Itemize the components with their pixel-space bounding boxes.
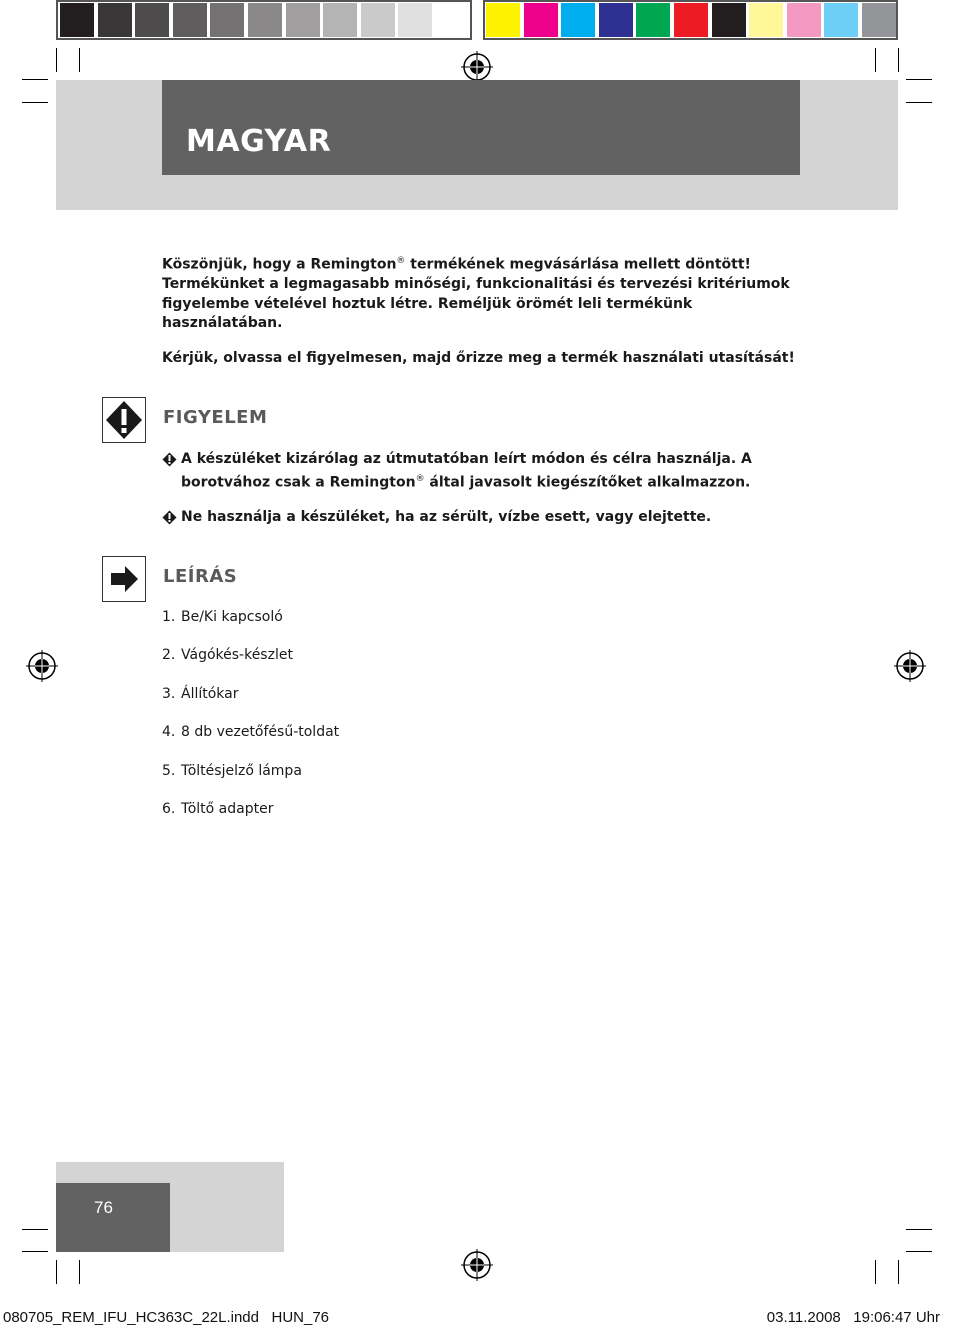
list-text: 8 db vezetőfésű-toldat bbox=[181, 724, 340, 740]
list-text: Be/Ki kapcsoló bbox=[181, 609, 283, 625]
page-number-box bbox=[56, 1183, 170, 1252]
gray-swatch bbox=[210, 3, 244, 37]
color-swatch bbox=[749, 3, 783, 37]
registration-mark-icon bbox=[26, 650, 58, 682]
warning-text: Ne használja a készüléket, ha az sérült, vízbe esett, vagy elejtette. bbox=[181, 509, 712, 525]
list-item bbox=[162, 609, 283, 625]
crop-mark bbox=[906, 1251, 932, 1252]
list-number: 3. bbox=[162, 686, 176, 702]
gray-swatch bbox=[173, 3, 207, 37]
list-item bbox=[162, 763, 302, 779]
color-swatch bbox=[636, 3, 670, 37]
gray-swatch bbox=[286, 3, 320, 37]
color-swatch bbox=[674, 3, 708, 37]
list-text: Állítókar bbox=[181, 686, 239, 702]
crop-mark bbox=[898, 1260, 899, 1284]
warning-text-cont: által javasolt kiegészítőket alkalmazzon. bbox=[424, 474, 751, 491]
page-title: MAGYAR bbox=[186, 124, 332, 159]
crop-mark bbox=[898, 48, 899, 72]
registered-mark: ® bbox=[415, 473, 425, 484]
crop-mark bbox=[875, 1260, 876, 1284]
crop-mark bbox=[56, 48, 57, 72]
color-swatch bbox=[712, 3, 746, 37]
gray-swatch bbox=[248, 3, 282, 37]
gray-swatch bbox=[60, 3, 94, 37]
list-text: Töltő adapter bbox=[181, 801, 274, 817]
list-number: 6. bbox=[162, 801, 176, 817]
crop-mark bbox=[22, 1229, 48, 1230]
intro-note: Kérjük, olvassa el figyelmesen, majd őrizze meg a termék használati utasítását! bbox=[162, 350, 795, 366]
crop-mark bbox=[56, 1260, 57, 1284]
color-swatch bbox=[787, 3, 821, 37]
arrow-right-icon bbox=[103, 557, 145, 601]
crop-mark bbox=[22, 1251, 48, 1252]
intro-text: Köszönjük, hogy a Remington bbox=[162, 256, 397, 273]
gray-swatch bbox=[361, 3, 395, 37]
registration-mark-icon bbox=[461, 1249, 493, 1281]
crop-mark bbox=[906, 1229, 932, 1230]
exclamation-icon bbox=[103, 398, 145, 442]
crop-mark bbox=[79, 1260, 80, 1284]
list-item bbox=[162, 686, 239, 702]
color-swatch bbox=[486, 3, 520, 37]
list-number: 1. bbox=[162, 609, 176, 625]
registration-mark-icon bbox=[894, 650, 926, 682]
crop-mark bbox=[22, 102, 48, 103]
warning-item bbox=[162, 508, 802, 528]
warning-bullet-icon bbox=[162, 452, 177, 467]
registration-mark-icon bbox=[461, 51, 493, 83]
color-swatch bbox=[561, 3, 595, 37]
color-swatch bbox=[599, 3, 633, 37]
color-swatch bbox=[824, 3, 858, 37]
list-text: Vágókés-készlet bbox=[181, 647, 293, 663]
list-item bbox=[162, 647, 293, 663]
gray-swatch bbox=[398, 3, 432, 37]
warning-section-title: FIGYELEM bbox=[163, 407, 268, 428]
slug-filename: 080705_REM_IFU_HC363C_22L.indd HUN_76 bbox=[3, 1309, 330, 1326]
crop-mark bbox=[906, 79, 932, 80]
gray-swatch bbox=[436, 3, 470, 37]
list-item bbox=[162, 724, 339, 740]
warning-bullet-icon bbox=[162, 510, 177, 525]
warning-section-icon bbox=[102, 397, 146, 443]
list-text: Töltésjelző lámpa bbox=[181, 763, 302, 779]
gray-swatch bbox=[135, 3, 169, 37]
list-number: 5. bbox=[162, 763, 176, 779]
list-number: 2. bbox=[162, 647, 176, 663]
gray-swatch bbox=[323, 3, 357, 37]
description-section-icon bbox=[102, 556, 146, 602]
crop-mark bbox=[79, 48, 80, 72]
warning-item bbox=[162, 450, 802, 493]
color-swatch bbox=[524, 3, 558, 37]
color-swatch bbox=[862, 3, 896, 37]
crop-mark bbox=[22, 79, 48, 80]
registered-mark: ® bbox=[396, 256, 406, 266]
crop-mark bbox=[906, 102, 932, 103]
description-section-title: LEÍRÁS bbox=[163, 566, 238, 587]
intro-text-cont: termékének megvásárlása mellett döntött! Termékünket a legmagasabb minőségi, funkcionalitási és tervezési kritériumok figyelembe vételével hoztuk létre. Reméljük örömét leli termékünk használatában. bbox=[162, 256, 790, 332]
gray-swatch bbox=[98, 3, 132, 37]
page-number: 76 bbox=[94, 1198, 113, 1217]
list-number: 4. bbox=[162, 724, 176, 740]
slug-timestamp: 03.11.2008 19:06:47 Uhr bbox=[766, 1309, 940, 1326]
warning-text: A készüléket kizárólag az útmutatóban leírt módon és célra használja. A borotvához csak a Remington bbox=[181, 451, 752, 491]
intro-paragraph bbox=[162, 252, 802, 334]
list-item bbox=[162, 801, 273, 817]
crop-mark bbox=[875, 48, 876, 72]
